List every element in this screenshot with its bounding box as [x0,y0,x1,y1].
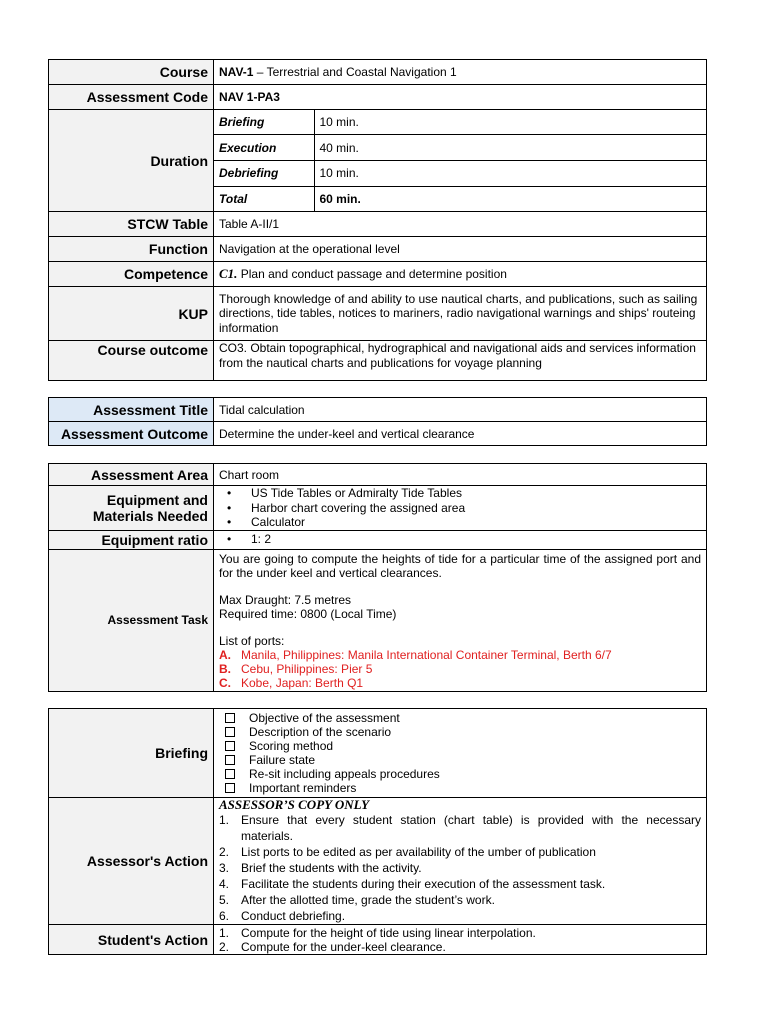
checkbox-icon[interactable] [225,713,235,723]
duration-time: 10 min. [314,160,706,186]
checkbox-icon[interactable] [225,727,235,737]
checkbox-icon[interactable] [225,755,235,765]
assessment-area-label: Assessment Area [49,464,214,486]
task-required-time: Required time: 0800 (Local Time) [219,606,397,621]
course-outcome-value: CO3. Obtain topographical, hydrographical and navigational aids and services information from the nautical charts and publications for voyage planning [214,341,707,381]
task-ports-label: List of ports: [219,633,285,648]
task-draught: Max Draught: 7.5 metres [219,592,352,607]
assessment-task-value [214,549,707,691]
list-item: 2. Compute for the under-keel clearance. [219,939,446,954]
function-value: Navigation at the operational level [214,237,707,262]
competence-label: Competence [49,262,214,287]
duration-table [214,110,706,211]
duration-time: 60 min. [319,191,361,206]
equipment-value [214,486,707,531]
list-item: 1. Compute for the height of tide using linear interpolation. [219,925,536,940]
equipment-ratio-label: Equipment ratio [49,530,214,549]
port-item [219,676,701,690]
list-item: 3. Brief the students with the activity. [219,861,422,875]
list-item: 4. Facilitate the students during their execution of the assessment task. [219,877,606,891]
list-item: 2. List ports to be edited as per availability of the umber of publication [219,845,596,859]
briefing-label: Briefing [49,709,214,798]
assessor-action-value [214,798,707,925]
duration-phase: Execution [214,135,314,161]
assessment-outcome-value: Determine the under-keel and vertical clearance [214,422,707,446]
assessment-code-label: Assessment Code [49,85,214,110]
course-label: Course [49,60,214,85]
list-item: Description of the scenario [225,725,701,739]
duration-cell [214,110,707,212]
competence-value [214,262,707,287]
duration-time: 40 min. [314,135,706,161]
checkbox-icon[interactable] [225,769,235,779]
checkbox-icon[interactable] [225,741,235,751]
list-item: 5. After the allotted time, grade the student’s work. [219,893,495,907]
duration-phase: Debriefing [214,160,314,186]
list-item: 6. Conduct debriefing. [219,909,346,923]
list-item: Re-sit including appeals procedures [225,767,701,781]
briefing-checklist [219,711,701,795]
assessment-outcome-label: Assessment Outcome [49,422,214,446]
assessor-heading: ASSESSOR’S COPY ONLY [219,797,370,812]
duration-phase: Briefing [214,110,314,135]
port-name: Kobe, Japan: Berth Q1 [241,675,364,690]
assessment-area-value: Chart room [214,464,707,486]
student-list [219,926,701,954]
list-item: Objective of the assessment [225,711,701,725]
list-item: • Harbor chart covering the assigned area [227,501,701,516]
assessment-title-label: Assessment Title [49,398,214,422]
stcw-label: STCW Table [49,212,214,237]
list-item: Important reminders [225,781,701,795]
course-info-table [48,59,707,381]
equipment-ratio-value [214,530,707,549]
course-outcome-label: Course outcome [49,341,214,381]
checkbox-icon[interactable] [225,783,235,793]
assessor-list [219,812,701,924]
competence-code: C1. [219,266,238,281]
list-item: Failure state [225,753,701,767]
assessment-title-value: Tidal calculation [214,398,707,422]
list-item: 1. Ensure that every student station (chart table) is provided with the necessary materials. [219,813,701,843]
assessment-task-table [48,463,707,692]
assessment-title-table [48,397,707,446]
task-intro: You are going to compute the heights of tide for a particular time of the assigned port and for the under keel and vertical clearances. [219,551,701,580]
equipment-label [49,486,214,531]
actions-table [48,708,707,955]
student-action-value [214,925,707,955]
list-item: • 1: 2 [227,532,701,547]
kup-label: KUP [49,287,214,341]
course-value [214,60,707,85]
stcw-value: Table A-II/1 [214,212,707,237]
briefing-value [214,709,707,798]
duration-phase: Total [214,186,314,211]
list-item: Scoring method [225,739,701,753]
list-item: • US Tide Tables or Admiralty Tide Tables [227,486,701,501]
assessment-code-value: NAV 1-PA3 [214,85,707,110]
equipment-list [219,486,701,530]
equipment-label-line-1: Equipment and [106,491,208,508]
port-item [219,648,701,662]
course-code: NAV-1 [219,65,254,79]
port-letter: B. [219,661,231,676]
port-letter: A. [219,647,231,662]
competence-text: Plan and conduct passage and determine position [237,267,507,281]
port-item [219,662,701,676]
duration-time: 10 min. [314,110,706,135]
assessment-task-label: Assessment Task [49,549,214,691]
list-item: • Calculator [227,515,701,530]
assessor-action-label: Assessor's Action [49,798,214,925]
function-label: Function [49,237,214,262]
student-action-label: Student's Action [49,925,214,955]
duration-label: Duration [49,110,214,212]
equipment-label-line-2: Materials Needed [92,507,208,524]
port-letter: C. [219,675,231,690]
port-name: Manila, Philippines: Manila International Container Terminal, Berth 6/7 [241,647,612,662]
port-name: Cebu, Philippines: Pier 5 [241,661,373,676]
course-name: – Terrestrial and Coastal Navigation 1 [253,65,457,79]
kup-value: Thorough knowledge of and ability to use nautical charts, and publications, such as sailing directions, tide tables, notices to mariners, radio navigational warnings and ships' routeing information [214,287,707,341]
